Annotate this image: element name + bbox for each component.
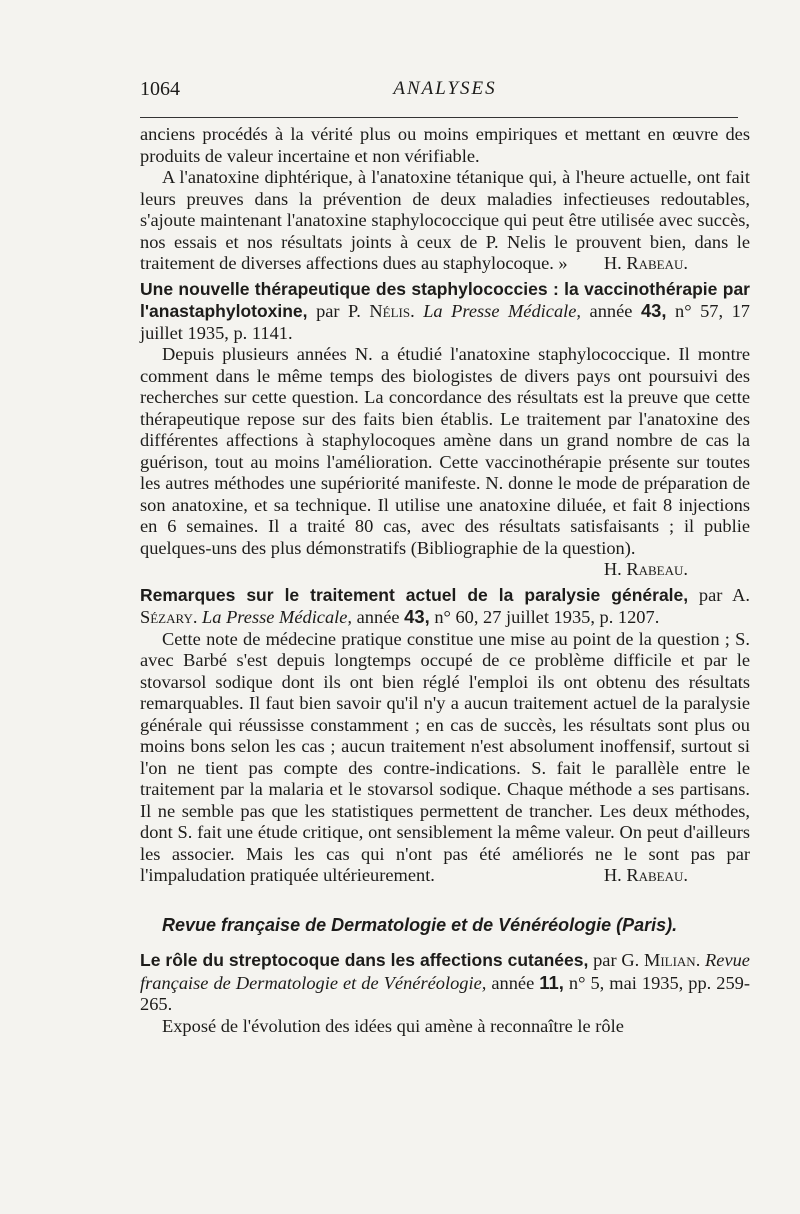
intro-paragraph-2: [140, 167, 750, 275]
article-2-signature: H. Rabeau.: [603, 865, 688, 885]
article-3-annee: année: [491, 972, 535, 993]
article-2-title: Remarques sur le traitement actuel de la paralysie générale,: [140, 584, 689, 605]
article-1-journal: La Presse Médicale,: [423, 301, 582, 321]
article-1-title: Une nouvelle thérapeutique des staphylococcies : la vaccinothérapie par l'anastaphylotoxine,: [140, 278, 750, 321]
page-header: [140, 78, 750, 104]
intro-signature: H. Rabeau.: [603, 253, 688, 273]
article-3-body: Exposé de l'évolution des idées qui amène à reconnaître le rôle: [162, 1015, 624, 1036]
article-1-volume: 43,: [640, 300, 667, 321]
article-2-issue: n° 60, 27 juillet 1935, p. 1207.: [434, 607, 660, 627]
article-1-author: Nélis.: [369, 301, 415, 321]
article-2-volume: 43,: [404, 606, 430, 627]
article-1-issue: n° 57, 17 juillet 1935, p. 1141.: [140, 301, 750, 343]
article-1-body: [140, 344, 750, 579]
article-2-body-text: Cette note de médecine pratique constitue une mise au point de la question ; S. avec Barbé s'est depuis longtemps occupé de ce problème difficile et par le stovarsol sodique dont ils ont bien réglé l'emploi ils ont obtenu des résultats remarquables. Il faut bien savoir qu'il n'y a aucun traitement actuel de la paralysie générale qui réussisse constamment ; en cas de succès, les résultats sont plus ou moins bons selon les cas ; aucun traitement n'est absolument inoffensif, surtout si l'on ne tient pas compte des contre-indications. S. fait le parallèle entre le traitement par la malaria et le stovarsol sodique. Chaque méthode a ses partisans. Il ne semble pas que les statistiques permettent de trancher. Les deux méthodes, dont S. fait une étude critique, ont sensiblement la même valeur. On peut d'ailleurs les associer. Mais les cas qui n'ont pas été améliorés ne le sont pas par l'impaludation pratiquée ultérieurement.: [140, 628, 750, 885]
article-1-signature: H. Rabeau.: [603, 559, 688, 579]
intro-paragraph-2-text: A l'anatoxine diphtérique, à l'anatoxine tétanique qui, à l'heure actuelle, ont fait leurs preuves dans la prévention de deux maladies infectieuses redoutables, s'ajoute maintenant l'anatoxine staphylococcique qui peut être utilisée avec succès, nos essais et nos résultats joints à ceux de P. Nelis le prouvent bien, dans le traitement de diverses affections dues au staphylocoque. »: [140, 167, 750, 273]
article-2-author: Sézary.: [140, 607, 198, 627]
article-3-issue: n° 5, mai 1935, pp. 259-265.: [140, 972, 750, 1014]
section-heading: Revue française de Dermatologie et de Vénéréologie (Paris).: [162, 914, 678, 935]
article-3-author-prefix: par G.: [593, 950, 640, 970]
article-3-journal: Revue française de Dermatologie et de Vénéréologie,: [140, 950, 750, 993]
header-rule: [140, 117, 738, 118]
article-1-author-prefix: par P.: [316, 301, 361, 321]
article-3-heading: [140, 950, 750, 1016]
article-1-annee: année: [589, 301, 633, 321]
page-number: 1064: [140, 78, 180, 100]
article-2-annee: année: [356, 607, 400, 627]
page-content: [140, 124, 750, 1037]
article-2-body: [140, 629, 750, 887]
article-3-author: Milian.: [643, 950, 701, 970]
article-2-author-prefix: par A.: [698, 584, 750, 605]
article-2-heading: [140, 585, 750, 629]
article-1-heading: [140, 279, 750, 345]
article-2-journal: La Presse Médicale,: [202, 607, 353, 627]
intro-paragraph-1: anciens procédés à la vérité plus ou moins empiriques et mettant en œuvre des produits de valeur incertaine et non vérifiable.: [140, 124, 750, 166]
article-1-body-text: Depuis plusieurs années N. a étudié l'anatoxine staphylococcique. Il montre comment dans le même temps des biologistes de divers pays ont poursuivi des recherches sur cette question. La concordance des résultats est la preuve que cette thérapeutique repose sur des faits bien établis. Le traitement par l'anatoxine des différentes affections à staphylocoques amène dans un grand nombre de cas la guérison, tout au moins l'amélioration. Cette vaccinothérapie présente sur toutes les autres méthodes une supériorité manifeste. N. donne le mode de préparation de son anatoxine, et sa technique. Il utilise une anatoxine diluée, et fait 8 injections en 6 semaines. Il a traité 80 cas, avec des résultats satisfaisants ; il publie quelques-uns des plus démonstratifs (Bibliographie de la question).: [140, 344, 750, 558]
article-3-volume: 11,: [539, 971, 564, 993]
article-3-title: Le rôle du streptocoque dans les affections cutanées,: [140, 950, 589, 970]
running-title: ANALYSES: [393, 78, 497, 99]
